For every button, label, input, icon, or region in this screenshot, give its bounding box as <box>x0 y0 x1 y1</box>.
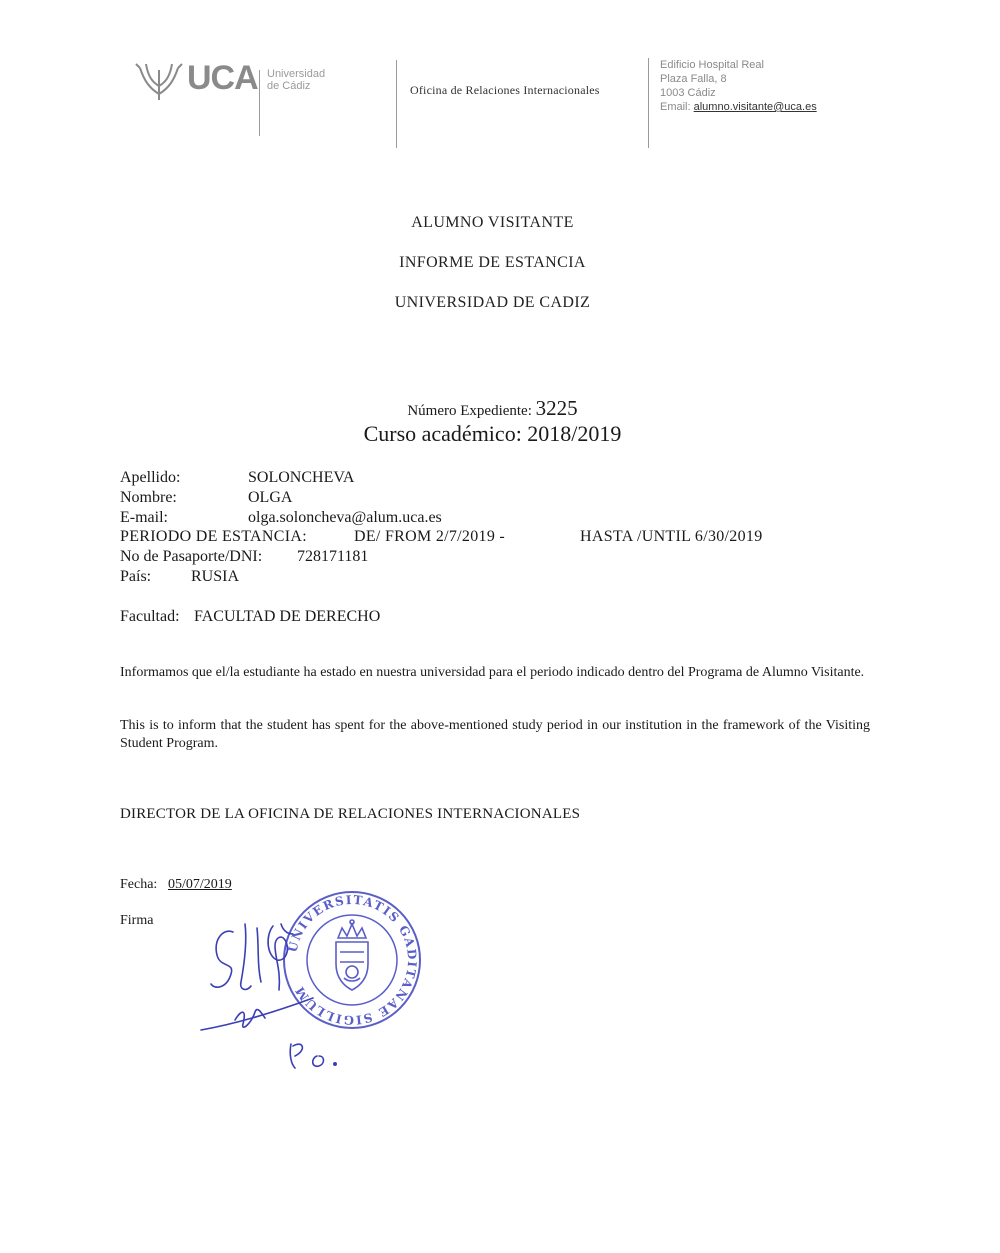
signature-label: Firma <box>120 913 154 928</box>
address-line3: 1003 Cádiz <box>660 87 716 99</box>
logo-university-name <box>267 68 325 92</box>
stay-period-label: PERIODO DE ESTANCIA: <box>120 528 307 545</box>
date-value: 05/07/2019 <box>168 877 232 892</box>
logo-acronym: UCA <box>187 59 258 97</box>
country-label: País: <box>120 568 152 585</box>
surname-label: Apellido: <box>120 469 181 486</box>
passport-label: No de Pasaporte/DNI: <box>120 548 263 565</box>
logo-name-line1: Universidad <box>267 68 326 80</box>
first-name-label: Nombre: <box>120 489 177 506</box>
stay-period-from: DE/ FROM 2/7/2019 - <box>354 528 506 545</box>
country-value: RUSIA <box>191 568 240 585</box>
header-divider <box>259 70 260 136</box>
passport-value: 728171181 <box>297 548 369 565</box>
student-email-label: E-mail: <box>120 509 168 526</box>
student-email-value: olga.soloncheva@alum.uca.es <box>248 509 442 526</box>
header-divider <box>396 60 397 148</box>
date-label: Fecha: <box>120 877 158 892</box>
address-line1: Edificio Hospital Real <box>660 59 764 71</box>
expediente-label: Número Expediente: <box>407 403 532 419</box>
expediente-row <box>0 396 985 421</box>
surname-value: SOLONCHEVA <box>248 469 355 486</box>
first-name-value: OLGA <box>248 489 293 506</box>
logo-name-line2: de Cádiz <box>267 80 311 92</box>
seal-text: UNIVERSITATIS GADITANAE SIGILLUM <box>285 892 420 1028</box>
document-title-line2: INFORME DE ESTANCIA <box>399 254 586 271</box>
office-name: Oficina de Relaciones Internacionales <box>410 83 600 97</box>
faculty-label: Facultad: <box>120 608 180 625</box>
address-email-label: Email: <box>660 101 691 113</box>
statement-english: This is to inform that the student has spent for the above-mentioned study period in our institution in the framework of the Visiting Student Program. <box>120 718 870 751</box>
address-line2: Plaza Falla, 8 <box>660 73 727 85</box>
handwritten-signature <box>195 900 360 1075</box>
office-email-link[interactable]: alumno.visitante@uca.es <box>693 101 817 113</box>
address-email-row <box>660 100 817 114</box>
university-logo-icon <box>134 58 184 102</box>
document-title-line3: UNIVERSIDAD DE CADIZ <box>394 294 591 311</box>
statement-spanish: Informamos que el/la estudiante ha estado en nuestra universidad para el periodo indicado dentro del Programa de Alumno Visitante. <box>120 665 865 680</box>
office-address <box>660 58 817 114</box>
header-divider <box>648 58 649 148</box>
expediente-number: 3225 <box>535 396 578 420</box>
signatory-title: DIRECTOR DE LA OFICINA DE RELACIONES INTERNACIONALES <box>120 806 581 822</box>
academic-year: Curso académico: 2018/2019 <box>363 421 622 446</box>
document-title-line1: ALUMNO VISITANTE <box>411 214 574 231</box>
faculty-value: FACULTAD DE DERECHO <box>194 608 381 625</box>
stay-period-until: HASTA /UNTIL 6/30/2019 <box>580 528 763 545</box>
